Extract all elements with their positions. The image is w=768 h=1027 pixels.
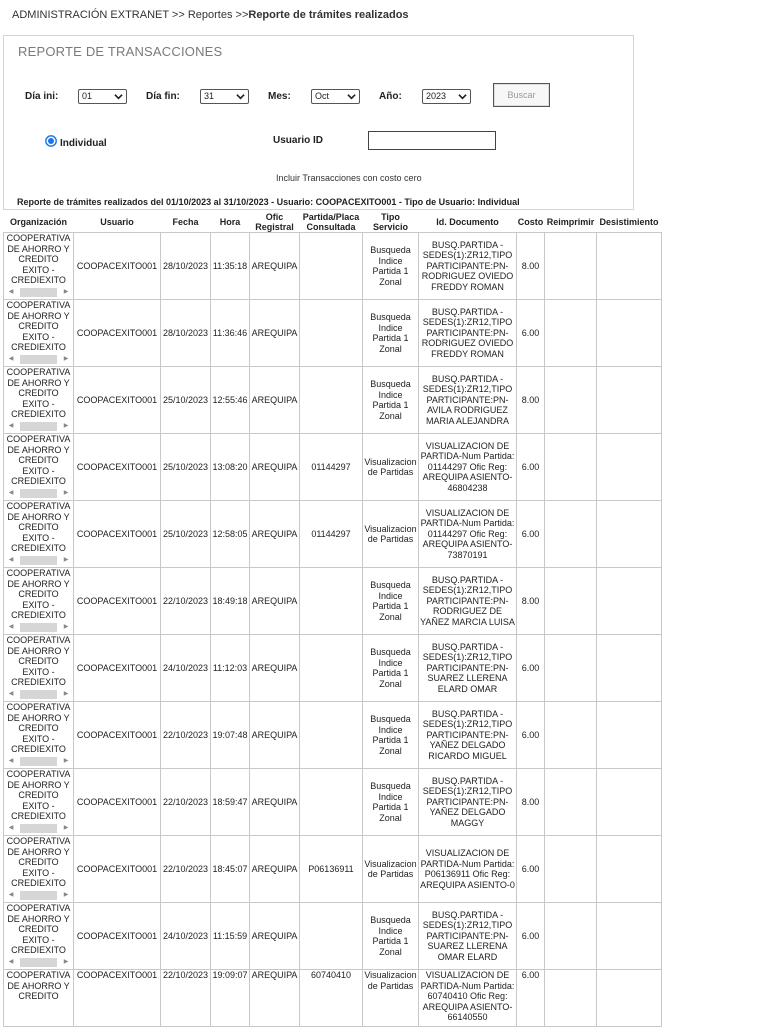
- cell-id-documento: BUSQ.PARTIDA - SEDES(1):ZR12,TIPO PARTICIPANTE:PN-RODRIGUEZ OVIEDO FREDDY ROMAN: [419, 233, 517, 300]
- table-row: [4, 635, 662, 702]
- cell-id-documento: VISUALIZACION DE PARTIDA-Num Partida: 01144297 Ofic Reg: AREQUIPA ASIENTO-46804238: [419, 434, 517, 501]
- scroll-left-icon[interactable]: ◀: [8, 825, 14, 831]
- cell-id-documento: BUSQ.PARTIDA - SEDES(1):ZR12,TIPO PARTICIPANTE:PN-YAÑEZ DELGADO RICARDO MIGUEL: [419, 702, 517, 769]
- horizontal-scrollbar[interactable]: [6, 354, 71, 365]
- cell-hora: 18:59:47: [211, 769, 250, 836]
- cell-partida: 01144297: [300, 501, 363, 568]
- cell-desistimiento[interactable]: [597, 635, 662, 702]
- cell-tipo-servicio: Busqueda Indice Partida 1 Zonal: [363, 635, 419, 702]
- organizacion-text: COOPERATIVA DE AHORRO Y CREDITO EXITO - CREDIEXITO: [6, 501, 71, 553]
- cell-organizacion: [4, 903, 74, 970]
- cell-ofic-registral: AREQUIPA: [250, 300, 300, 367]
- table-row: [4, 702, 662, 769]
- cell-desistimiento[interactable]: [597, 233, 662, 300]
- cell-ofic-registral: AREQUIPA: [250, 836, 300, 903]
- cell-partida: [300, 568, 363, 635]
- cell-organizacion: [4, 702, 74, 769]
- scrollbar-thumb[interactable]: [20, 355, 57, 364]
- dia-fin-value: 31: [204, 91, 215, 101]
- cell-desistimiento[interactable]: [597, 970, 662, 1027]
- cell-usuario: COOPACEXITO001: [74, 367, 161, 434]
- table-header-row: [4, 212, 662, 233]
- col-partida: Partida/Placa Consultada: [302, 212, 360, 232]
- col-tipo-servicio: Tipo Servicio: [372, 212, 409, 232]
- cell-id-documento: BUSQ.PARTIDA - SEDES(1):ZR12,TIPO PARTICIPANTE:PN-SUAREZ LLERENA ELARD OMAR: [419, 635, 517, 702]
- cell-usuario: COOPACEXITO001: [74, 501, 161, 568]
- cell-organizacion: [4, 367, 74, 434]
- scrollbar-thumb[interactable]: [20, 958, 57, 967]
- table-row: [4, 501, 662, 568]
- organizacion-text: COOPERATIVA DE AHORRO Y CREDITO EXITO - CREDIEXITO: [6, 367, 71, 419]
- table-row: [4, 836, 662, 903]
- col-fecha: Fecha: [172, 217, 199, 227]
- breadcrumb-path: ADMINISTRACIÓN EXTRANET >> Reportes >>: [12, 9, 249, 21]
- cell-organizacion: [4, 635, 74, 702]
- cell-tipo-servicio: Visualizacion de Partidas: [363, 836, 419, 903]
- breadcrumb-current: Reporte de trámites realizados: [248, 9, 409, 21]
- scrollbar-thumb[interactable]: [20, 489, 57, 498]
- cell-ofic-registral: AREQUIPA: [250, 903, 300, 970]
- cell-costo: 6.00: [517, 635, 545, 702]
- cell-organizacion: [4, 233, 74, 300]
- col-reimprimir: Reimprimir: [546, 217, 595, 227]
- scroll-left-icon[interactable]: ◀: [8, 892, 14, 898]
- cell-fecha: 28/10/2023: [161, 300, 211, 367]
- transactions-table: [3, 212, 662, 1027]
- cell-hora: 11:36:46: [211, 300, 250, 367]
- cell-partida: [300, 635, 363, 702]
- cell-hora: 11:15:59: [211, 903, 250, 970]
- cell-desistimiento[interactable]: [597, 903, 662, 970]
- table-row: [4, 970, 662, 1027]
- col-hora: Hora: [219, 217, 241, 227]
- cell-desistimiento[interactable]: [597, 367, 662, 434]
- cell-usuario: COOPACEXITO001: [74, 970, 161, 1027]
- dia-ini-label: Día ini:: [25, 91, 59, 102]
- horizontal-scrollbar[interactable]: [6, 823, 71, 834]
- cell-hora: 19:07:48: [211, 702, 250, 769]
- scroll-right-icon[interactable]: ▶: [63, 557, 69, 563]
- panel-title: REPORTE DE TRANSACCIONES: [18, 44, 223, 59]
- cell-fecha: 22/10/2023: [161, 970, 211, 1027]
- cell-desistimiento[interactable]: [597, 568, 662, 635]
- scroll-right-icon[interactable]: ▶: [63, 825, 69, 831]
- horizontal-scrollbar[interactable]: [6, 890, 71, 901]
- cell-usuario: COOPACEXITO001: [74, 434, 161, 501]
- horizontal-scrollbar[interactable]: [6, 622, 71, 633]
- dia-ini-value: 01: [82, 91, 93, 101]
- mes-value: Oct: [315, 91, 330, 101]
- cell-id-documento: BUSQ.PARTIDA - SEDES(1):ZR12,TIPO PARTICIPANTE:PN-SUAREZ LLERENA OMAR ELARD: [419, 903, 517, 970]
- horizontal-scrollbar[interactable]: [6, 421, 71, 432]
- table-row: [4, 769, 662, 836]
- horizontal-scrollbar[interactable]: [6, 689, 71, 700]
- cell-fecha: 22/10/2023: [161, 769, 211, 836]
- cell-fecha: 25/10/2023: [161, 367, 211, 434]
- cell-reimprimir[interactable]: [545, 769, 597, 836]
- scrollbar-thumb[interactable]: [20, 422, 57, 431]
- cell-reimprimir[interactable]: [545, 836, 597, 903]
- cell-reimprimir[interactable]: [545, 635, 597, 702]
- usuario-id-input[interactable]: [368, 131, 496, 150]
- cell-id-documento: VISUALIZACION DE PARTIDA-Num Partida: P06136911 Ofic Reg: AREQUIPA ASIENTO-0: [419, 836, 517, 903]
- anio-value: 2023: [426, 91, 447, 101]
- organizacion-text: COOPERATIVA DE AHORRO Y CREDITO EXITO - CREDIEXITO: [6, 300, 71, 352]
- cell-id-documento: BUSQ.PARTIDA - SEDES(1):ZR12,TIPO PARTICIPANTE:PN-AVILA RODRIGUEZ MARIA ALEJANDRA: [419, 367, 517, 434]
- scrollbar-thumb[interactable]: [20, 690, 57, 699]
- col-costo: Costo: [517, 217, 544, 227]
- cell-desistimiento[interactable]: [597, 434, 662, 501]
- cell-costo: 8.00: [517, 233, 545, 300]
- cell-ofic-registral: AREQUIPA: [250, 233, 300, 300]
- report-summary: Reporte de trámites realizados del 01/10/2023 al 31/10/2023 - Usuario: COOPACEXITO001 - Tipo de Usuario: Individual: [17, 197, 520, 207]
- cell-partida: [300, 300, 363, 367]
- cell-hora: 13:08:20: [211, 434, 250, 501]
- scroll-right-icon[interactable]: ▶: [63, 691, 69, 697]
- cell-costo: 6.00: [517, 903, 545, 970]
- cell-hora: 11:35:18: [211, 233, 250, 300]
- individual-radio[interactable]: [45, 135, 57, 147]
- cell-partida: [300, 702, 363, 769]
- cell-reimprimir[interactable]: [545, 501, 597, 568]
- anio-select[interactable]: [422, 89, 471, 104]
- cell-fecha: 22/10/2023: [161, 836, 211, 903]
- cell-hora: 12:58:05: [211, 501, 250, 568]
- cell-id-documento: BUSQ.PARTIDA - SEDES(1):ZR12,TIPO PARTICIPANTE:PN-RODRIGUEZ DE YAÑEZ MARCIA LUISA: [419, 568, 517, 635]
- horizontal-scrollbar[interactable]: [6, 488, 71, 499]
- col-ofic-registral: Ofic Registral: [255, 212, 294, 232]
- usuario-id-label: Usuario ID: [273, 135, 324, 146]
- scrollbar-thumb[interactable]: [20, 757, 57, 766]
- cell-fecha: 24/10/2023: [161, 635, 211, 702]
- cell-tipo-servicio: Busqueda Indice Partida 1 Zonal: [363, 300, 419, 367]
- cell-desistimiento[interactable]: [597, 836, 662, 903]
- cell-fecha: 25/10/2023: [161, 434, 211, 501]
- organizacion-text: COOPERATIVA DE AHORRO Y CREDITO EXITO - CREDIEXITO: [6, 903, 71, 955]
- scroll-left-icon[interactable]: ◀: [8, 423, 14, 429]
- cell-reimprimir[interactable]: [545, 300, 597, 367]
- cell-organizacion: [4, 568, 74, 635]
- cell-costo: 6.00: [517, 434, 545, 501]
- cell-usuario: COOPACEXITO001: [74, 233, 161, 300]
- cell-partida: [300, 769, 363, 836]
- col-desistimiento: Desistimiento: [599, 217, 659, 227]
- horizontal-scrollbar[interactable]: [6, 756, 71, 767]
- cell-fecha: 22/10/2023: [161, 702, 211, 769]
- search-button[interactable]: Buscar: [493, 83, 550, 107]
- cell-ofic-registral: AREQUIPA: [250, 434, 300, 501]
- cell-tipo-servicio: Busqueda Indice Partida 1 Zonal: [363, 769, 419, 836]
- scroll-right-icon[interactable]: ▶: [63, 892, 69, 898]
- cell-fecha: 22/10/2023: [161, 568, 211, 635]
- cell-usuario: COOPACEXITO001: [74, 568, 161, 635]
- organizacion-text: COOPERATIVA DE AHORRO Y CREDITO EXITO - CREDIEXITO: [6, 769, 71, 821]
- cell-usuario: COOPACEXITO001: [74, 836, 161, 903]
- cell-tipo-servicio: Busqueda Indice Partida 1 Zonal: [363, 233, 419, 300]
- chevron-down-icon: [114, 92, 123, 101]
- cell-id-documento: BUSQ.PARTIDA - SEDES(1):ZR12,TIPO PARTICIPANTE:PN-YAÑEZ DELGADO MAGGY: [419, 769, 517, 836]
- scroll-left-icon[interactable]: ◀: [8, 289, 14, 295]
- table-row: [4, 367, 662, 434]
- breadcrumb: [12, 9, 409, 21]
- cell-hora: 11:12:03: [211, 635, 250, 702]
- organizacion-text: COOPERATIVA DE AHORRO Y CREDITO: [6, 970, 71, 1001]
- cell-id-documento: VISUALIZACION DE PARTIDA-Num Partida: 60740410 Ofic Reg: AREQUIPA ASIENTO-66140550: [419, 970, 517, 1027]
- cell-ofic-registral: AREQUIPA: [250, 568, 300, 635]
- scrollbar-thumb[interactable]: [20, 891, 57, 900]
- cell-tipo-servicio: Visualizacion de Partidas: [363, 434, 419, 501]
- cell-reimprimir[interactable]: [545, 367, 597, 434]
- cell-desistimiento[interactable]: [597, 501, 662, 568]
- cell-tipo-servicio: Busqueda Indice Partida 1 Zonal: [363, 702, 419, 769]
- organizacion-text: COOPERATIVA DE AHORRO Y CREDITO EXITO - CREDIEXITO: [6, 836, 71, 888]
- cell-costo: 8.00: [517, 568, 545, 635]
- cell-hora: 12:55:46: [211, 367, 250, 434]
- dia-fin-label: Día fin:: [146, 91, 180, 102]
- scroll-left-icon[interactable]: ◀: [8, 490, 14, 496]
- col-usuario: Usuario: [100, 217, 134, 227]
- cell-organizacion: [4, 970, 74, 1027]
- cell-tipo-servicio: Busqueda Indice Partida 1 Zonal: [363, 568, 419, 635]
- cell-partida: [300, 903, 363, 970]
- scroll-right-icon[interactable]: ▶: [63, 624, 69, 630]
- mes-label: Mes:: [268, 91, 291, 102]
- cell-ofic-registral: AREQUIPA: [250, 501, 300, 568]
- individual-radio-label: Individual: [60, 138, 107, 149]
- cell-partida: [300, 233, 363, 300]
- cell-costo: 8.00: [517, 367, 545, 434]
- scroll-left-icon[interactable]: ◀: [8, 758, 14, 764]
- cell-hora: 18:49:18: [211, 568, 250, 635]
- table-row: [4, 434, 662, 501]
- cell-hora: 18:45:07: [211, 836, 250, 903]
- cell-usuario: COOPACEXITO001: [74, 635, 161, 702]
- cell-usuario: COOPACEXITO001: [74, 300, 161, 367]
- cell-costo: 6.00: [517, 702, 545, 769]
- cell-fecha: 25/10/2023: [161, 501, 211, 568]
- table-row: [4, 568, 662, 635]
- cell-id-documento: BUSQ.PARTIDA - SEDES(1):ZR12,TIPO PARTICIPANTE:PN-RODRIGUEZ OVIEDO FREDDY ROMAN: [419, 300, 517, 367]
- cell-hora: 19:09:07: [211, 970, 250, 1027]
- organizacion-text: COOPERATIVA DE AHORRO Y CREDITO EXITO - CREDIEXITO: [6, 702, 71, 754]
- cell-ofic-registral: AREQUIPA: [250, 702, 300, 769]
- cell-partida: [300, 367, 363, 434]
- cell-costo: 6.00: [517, 300, 545, 367]
- anio-label: Año:: [379, 91, 402, 102]
- organizacion-text: COOPERATIVA DE AHORRO Y CREDITO EXITO - CREDIEXITO: [6, 434, 71, 486]
- col-id-documento: Id. Documento: [436, 217, 499, 227]
- cell-costo: 6.00: [517, 501, 545, 568]
- cell-partida: 01144297: [300, 434, 363, 501]
- dia-fin-select[interactable]: [200, 89, 249, 104]
- scrollbar-thumb[interactable]: [20, 623, 57, 632]
- cell-organizacion: [4, 434, 74, 501]
- cell-reimprimir[interactable]: [545, 233, 597, 300]
- table-row: [4, 233, 662, 300]
- cell-partida: 60740410: [300, 970, 363, 1027]
- cell-organizacion: [4, 300, 74, 367]
- cell-fecha: 28/10/2023: [161, 233, 211, 300]
- cell-reimprimir[interactable]: [545, 434, 597, 501]
- scrollbar-thumb[interactable]: [20, 556, 57, 565]
- scroll-left-icon[interactable]: ◀: [8, 624, 14, 630]
- zero-cost-note: Incluir Transacciones con costo cero: [276, 173, 422, 183]
- chevron-down-icon: [236, 92, 245, 101]
- cell-organizacion: [4, 501, 74, 568]
- scroll-right-icon[interactable]: ▶: [63, 758, 69, 764]
- report-filter-panel: [3, 35, 634, 210]
- chevron-down-icon: [347, 92, 356, 101]
- cell-usuario: COOPACEXITO001: [74, 769, 161, 836]
- cell-tipo-servicio: Busqueda Indice Partida 1 Zonal: [363, 367, 419, 434]
- cell-ofic-registral: AREQUIPA: [250, 367, 300, 434]
- scrollbar-thumb[interactable]: [20, 824, 57, 833]
- cell-ofic-registral: AREQUIPA: [250, 635, 300, 702]
- col-organizacion: Organización: [9, 217, 67, 227]
- scroll-left-icon[interactable]: ◀: [8, 557, 14, 563]
- scroll-right-icon[interactable]: ▶: [63, 289, 69, 295]
- cell-tipo-servicio: Busqueda Indice Partida 1 Zonal: [363, 903, 419, 970]
- mes-select[interactable]: [311, 89, 360, 104]
- scroll-right-icon[interactable]: ▶: [63, 959, 69, 965]
- cell-partida: P06136911: [300, 836, 363, 903]
- table-row: [4, 903, 662, 970]
- cell-organizacion: [4, 769, 74, 836]
- scroll-right-icon[interactable]: ▶: [63, 423, 69, 429]
- cell-ofic-registral: AREQUIPA: [250, 769, 300, 836]
- scroll-left-icon[interactable]: ◀: [8, 959, 14, 965]
- cell-costo: 6.00: [517, 970, 545, 1027]
- dia-ini-select[interactable]: [78, 89, 127, 104]
- cell-fecha: 24/10/2023: [161, 903, 211, 970]
- cell-reimprimir[interactable]: [545, 903, 597, 970]
- scroll-right-icon[interactable]: ▶: [63, 356, 69, 362]
- table-row: [4, 300, 662, 367]
- cell-usuario: COOPACEXITO001: [74, 702, 161, 769]
- cell-desistimiento[interactable]: [597, 769, 662, 836]
- scroll-left-icon[interactable]: ◀: [8, 356, 14, 362]
- cell-id-documento: VISUALIZACION DE PARTIDA-Num Partida: 01144297 Ofic Reg: AREQUIPA ASIENTO-73870191: [419, 501, 517, 568]
- horizontal-scrollbar[interactable]: [6, 957, 71, 968]
- cell-tipo-servicio: Visualizacion de Partidas: [363, 970, 419, 1027]
- scroll-left-icon[interactable]: ◀: [8, 691, 14, 697]
- cell-ofic-registral: AREQUIPA: [250, 970, 300, 1027]
- organizacion-text: COOPERATIVA DE AHORRO Y CREDITO EXITO - CREDIEXITO: [6, 635, 71, 687]
- cell-tipo-servicio: Visualizacion de Partidas: [363, 501, 419, 568]
- cell-reimprimir[interactable]: [545, 568, 597, 635]
- horizontal-scrollbar[interactable]: [6, 555, 71, 566]
- cell-costo: 8.00: [517, 769, 545, 836]
- scrollbar-thumb[interactable]: [20, 288, 57, 297]
- scroll-right-icon[interactable]: ▶: [63, 490, 69, 496]
- cell-desistimiento[interactable]: [597, 300, 662, 367]
- chevron-down-icon: [458, 92, 467, 101]
- organizacion-text: COOPERATIVA DE AHORRO Y CREDITO EXITO - CREDIEXITO: [6, 233, 71, 285]
- cell-organizacion: [4, 836, 74, 903]
- cell-costo: 6.00: [517, 836, 545, 903]
- cell-reimprimir[interactable]: [545, 970, 597, 1027]
- cell-usuario: COOPACEXITO001: [74, 903, 161, 970]
- organizacion-text: COOPERATIVA DE AHORRO Y CREDITO EXITO - CREDIEXITO: [6, 568, 71, 620]
- horizontal-scrollbar[interactable]: [6, 287, 71, 298]
- cell-desistimiento[interactable]: [597, 702, 662, 769]
- cell-reimprimir[interactable]: [545, 702, 597, 769]
